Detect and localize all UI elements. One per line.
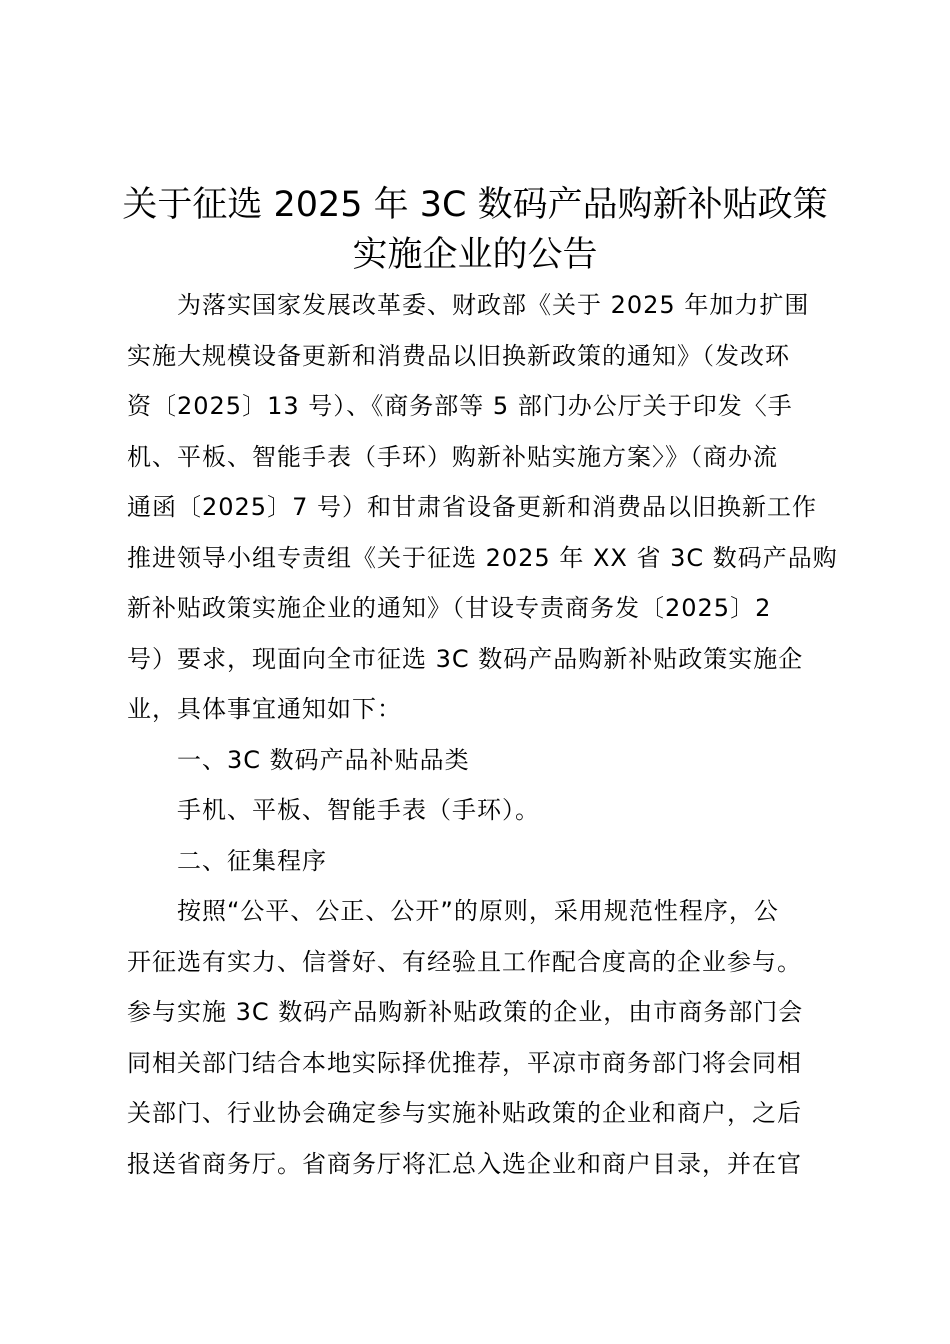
paragraph-1-line-7: 新补贴政策实施企业的通知》（甘设专责商务发〔2025〕2 <box>127 594 772 622</box>
paragraph-2-line-3: 参与实施 3C 数码产品购新补贴政策的企业，由市商务部门会 <box>127 998 804 1026</box>
paragraph-1-line-4: 机、平板、智能手表（手环）购新补贴实施方案〉》（商办流 <box>127 442 778 471</box>
paragraph-1-line-1: 为落实国家发展改革委、财政部《关于 2025 年加力扩围 <box>177 291 810 319</box>
paragraph-2-line-6: 报送省商务厅。省商务厅将汇总入选企业和商户目录，并在官 <box>127 1149 802 1178</box>
document-title <box>100 180 850 280</box>
paragraph-1-line-6: 推进领导小组专责组《关于征选 2025 年 XX 省 3C 数码产品购 <box>127 543 838 572</box>
paragraph-1-line-5: 通函〔2025〕7 号）和甘肃省设备更新和消费品以旧换新工作 <box>127 493 817 521</box>
paragraph-2-line-5: 关部门、行业协会确定参与实施补贴政策的企业和商户，之后 <box>127 1099 802 1127</box>
document-body <box>127 280 838 1189</box>
paragraph-1-line-2: 实施大规模设备更新和消费品以旧换新政策的通知》（发改环 <box>127 341 790 370</box>
paragraph-1-line-9: 业，具体事宜通知如下： <box>127 695 402 723</box>
paragraph-2-line-1: 按照“公平、公正、公开”的原则，采用规范性程序，公 <box>177 897 779 925</box>
paragraph-1-line-3: 资〔2025〕13 号）、《商务部等 5 部门办公厅关于印发〈手 <box>127 392 793 420</box>
section-heading-1: 一、3C 数码产品补贴品类 <box>177 745 470 774</box>
section-1-content: 手机、平板、智能手表（手环）。 <box>177 796 540 824</box>
section-heading-2: 二、征集程序 <box>177 846 327 875</box>
paragraph-2-line-2: 开征选有实力、信誉好、有经验且工作配合度高的企业参与。 <box>127 947 802 976</box>
paragraph-1-line-8: 号）要求，现面向全市征选 3C 数码产品购新补贴政策实施企 <box>127 644 804 673</box>
title-line-1: 关于征选 2025 年 3C 数码产品购新补贴政策 <box>122 185 828 225</box>
title-line-2: 实施企业的公告 <box>352 235 598 275</box>
paragraph-2-line-4: 同相关部门结合本地实际择优推荐，平凉市商务部门将会同相 <box>127 1048 802 1077</box>
